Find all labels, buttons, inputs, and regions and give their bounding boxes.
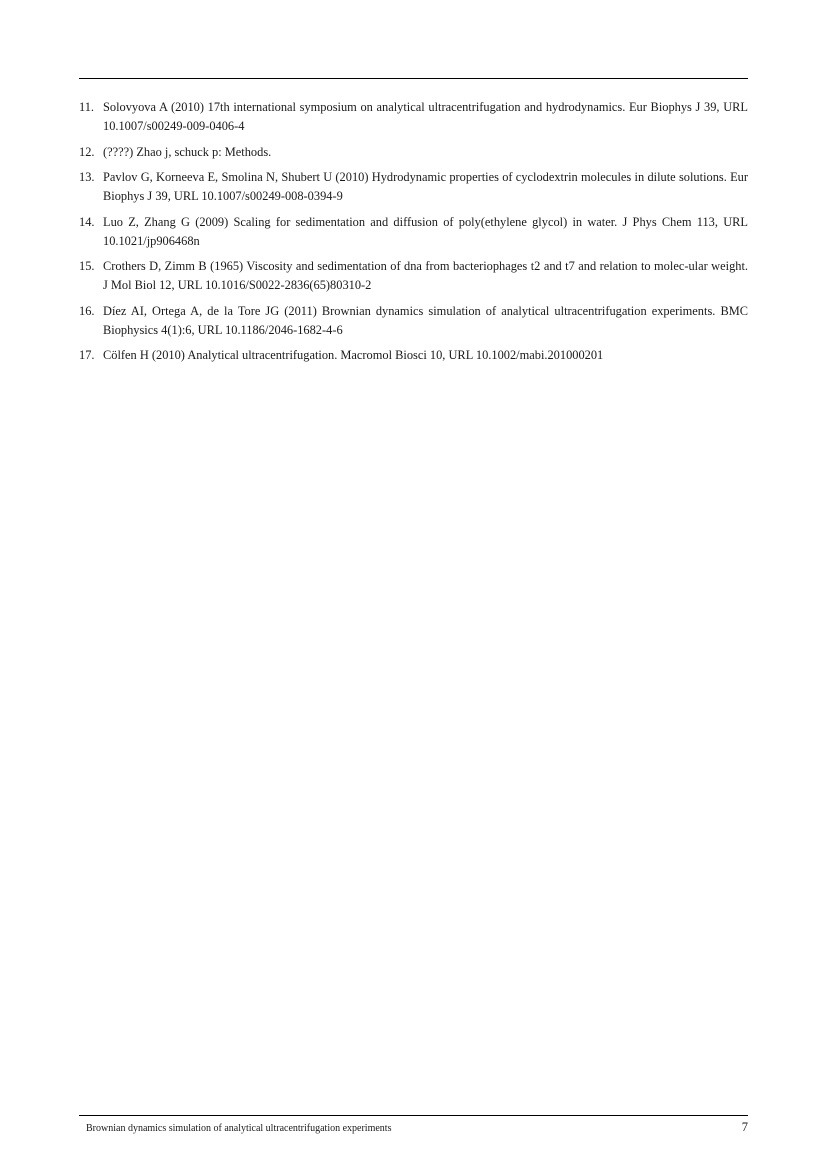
reference-item	[79, 168, 748, 206]
reference-item	[79, 257, 748, 295]
reference-item	[79, 346, 748, 365]
reference-text: Luo Z, Zhang G (2009) Scaling for sedimentation and diffusion of poly(ethylene glycol) in water. J Phys Chem 113, URL 10.1021/jp906468n	[103, 214, 748, 248]
reference-item	[79, 302, 748, 340]
reference-number: 15.	[79, 259, 95, 273]
reference-number: 17.	[79, 348, 95, 362]
reference-item	[79, 213, 748, 251]
header-rule	[79, 78, 748, 79]
reference-number: 16.	[79, 303, 95, 318]
reference-number: 14.	[79, 214, 95, 229]
page-number: 7	[741, 1120, 748, 1134]
reference-item	[79, 98, 748, 136]
reference-list	[79, 98, 748, 372]
reference-text: Díez AI, Ortega A, de la Tore JG (2011) Brownian dynamics simulation of analytical ultracentrifugation experiments. BMC Biophysics 4(1):6, URL 10.1186/2046-1682-4-6	[103, 303, 748, 337]
reference-number: 12.	[79, 144, 95, 159]
reference-text: Solovyova A (2010) 17th international symposium on analytical ultracentrifugation and hydrodynamics. Eur Biophys J 39, URL 10.1007/s00249-009-0406-4	[103, 100, 748, 133]
reference-text: Pavlov G, Korneeva E, Smolina N, Shubert U (2010) Hydrodynamic properties of cyclodextrin molecules in dilute solutions. Eur Biophys J 39, URL 10.1007/s00249-008-0394-9	[103, 170, 748, 203]
reference-item	[79, 143, 748, 162]
footer-rule	[79, 1115, 748, 1116]
reference-text: Cölfen H (2010) Analytical ultracentrifugation. Macromol Biosci 10, URL 10.1002/mabi.201000201	[103, 348, 604, 362]
reference-number: 13.	[79, 170, 95, 184]
running-footer-title: Brownian dynamics simulation of analytical ultracentrifugation experiments	[86, 1123, 392, 1134]
reference-text: Crothers D, Zimm B (1965) Viscosity and sedimentation of dna from bacteriophages t2 and t7 and relation to molec-ular weight. J Mol Biol 12, URL 10.1016/S0022-2836(65)80310-2	[103, 259, 748, 292]
reference-number: 11.	[79, 100, 95, 114]
reference-text: (????) Zhao j, schuck p: Methods.	[103, 144, 272, 159]
